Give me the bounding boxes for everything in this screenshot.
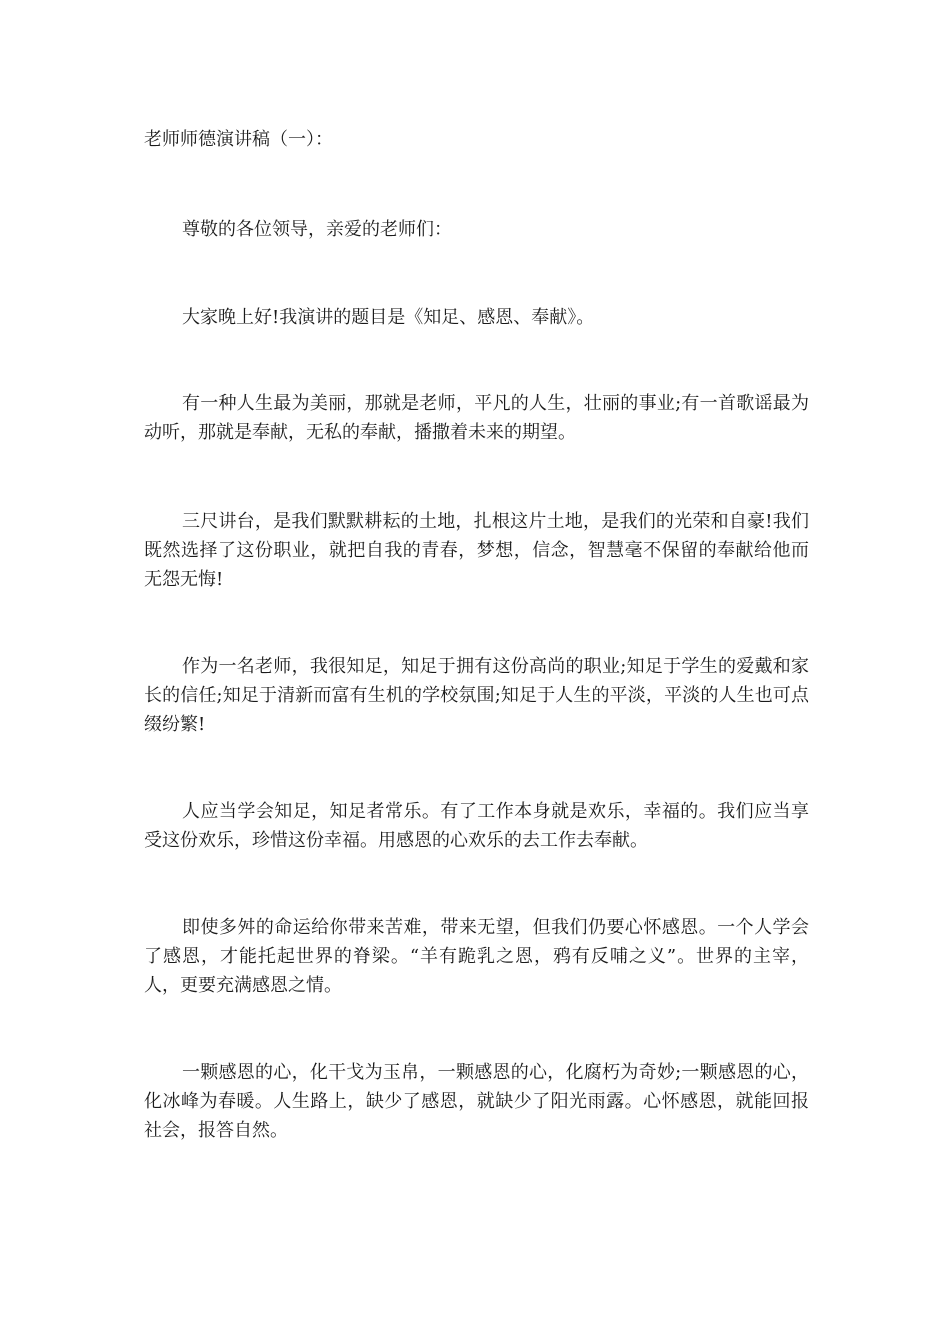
paragraph-body: 作为一名老师，我很知足，知足于拥有这份高尚的职业;知足于学生的爱戴和家长的信任;知足于清新而富有生机的学校氛围;知足于人生的平淡，平淡的人生也可点缀纷繁! [144,656,809,735]
paragraph-opening: 大家晚上好!我演讲的题目是《知足、感恩、奉献》。 [182,307,595,328]
paragraph-body: 有一种人生最为美丽，那就是老师，平凡的人生，壮丽的事业;有一首歌谣最为动听，那就是奉献，无私的奉献，播撒着未来的期望。 [144,393,809,443]
paragraph-body: 即使多舛的命运给你带来苦难，带来无望，但我们仍要心怀感恩。一个人学会了感恩，才能托起世界的脊梁。“羊有跪乳之恩，鸦有反哺之义”。世界的主宰，人，更要充满感恩之情。 [144,917,809,996]
paragraph-body: 一颗感恩的心，化干戈为玉帛，一颗感恩的心，化腐朽为奇妙;一颗感恩的心，化冰峰为春暖。人生路上，缺少了感恩，就缺少了阳光雨露。心怀感恩，就能回报社会，报答自然。 [144,1062,809,1141]
paragraph-body: 人应当学会知足，知足者常乐。有了工作本身就是欢乐，幸福的。我们应当享受这份欢乐，珍惜这份幸福。用感恩的心欢乐的去工作去奉献。 [144,801,809,851]
paragraph-greeting: 尊敬的各位领导，亲爱的老师们： [182,219,452,240]
document-title: 老师师德演讲稿（一）： [144,129,333,150]
paragraph-body: 三尺讲台，是我们默默耕耘的土地，扎根这片土地，是我们的光荣和自豪!我们既然选择了这份职业，就把自我的青春，梦想，信念，智慧毫不保留的奉献给他而无怨无悔! [144,511,809,590]
